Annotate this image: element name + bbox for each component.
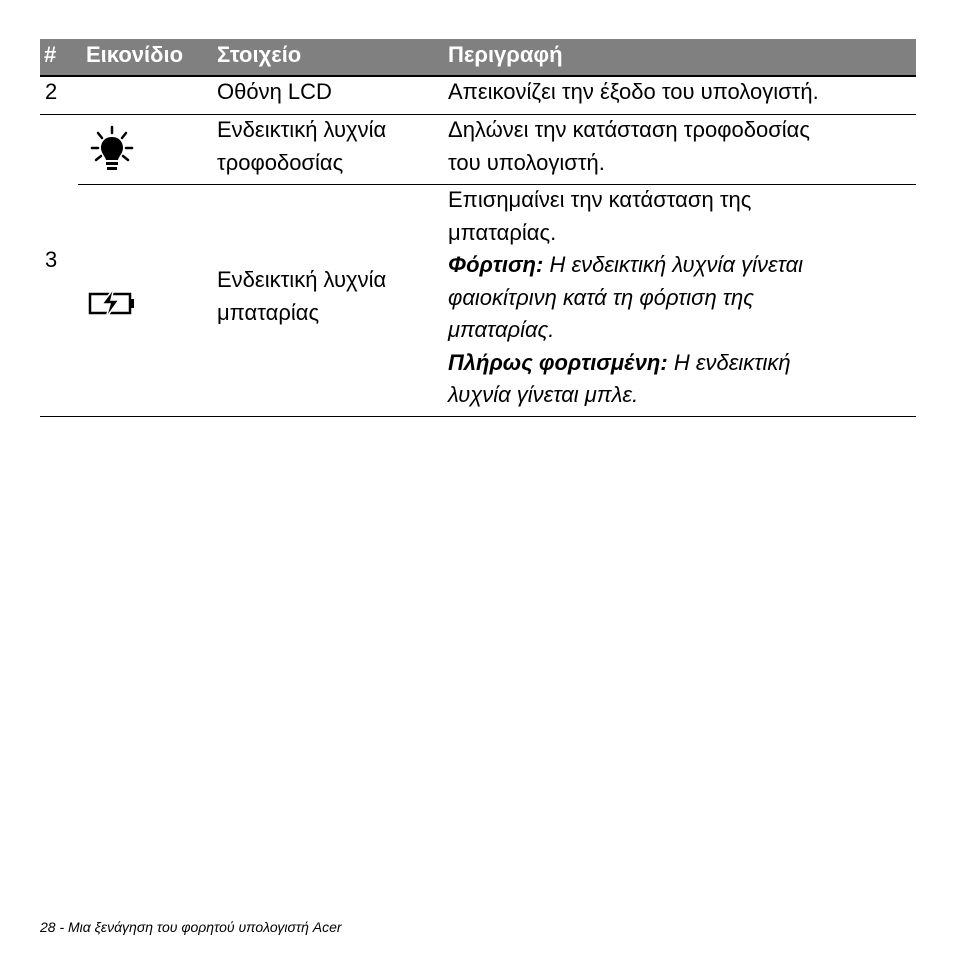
battery-charging-icon bbox=[87, 287, 137, 324]
power-light-bulb-icon bbox=[89, 125, 135, 180]
row-power-desc: Δηλώνει την κατάσταση τροφοδοσίας του υπολογιστή. bbox=[448, 117, 810, 175]
full-line-1: Πλήρως φορτισμένη: Η ενδεικτική bbox=[448, 349, 791, 375]
charging-line-1: Φόρτιση: Η ενδεικτική λυχνία γίνεται bbox=[448, 252, 804, 277]
page-footer: 28 - Μια ξενάγηση του φορητού υπολογιστή Acer bbox=[40, 919, 342, 935]
charging-label: Φόρτιση: bbox=[448, 252, 544, 277]
row-battery-desc: Επισημαίνει την κατάσταση της μπαταρίας. Φόρτιση: Η ενδεικτική λυχνία γίνεται φαιοκίτρινη κατά τη φόρτιση της μπαταρίας. Πλήρως φορτισμένη: Η ενδεικτική λυχνία γίνεται μπλε. bbox=[448, 187, 804, 407]
row-3-num: 3 bbox=[45, 247, 58, 272]
row-lcd-num: 2 bbox=[45, 79, 58, 104]
header-icon: Εικονίδιο bbox=[86, 42, 184, 67]
table-header bbox=[40, 39, 916, 77]
row-power-item: Ενδεικτική λυχνία τροφοδοσίας bbox=[217, 117, 387, 175]
header-num: # bbox=[44, 42, 57, 67]
header-item: Στοιχείο bbox=[217, 42, 302, 67]
full-label: Πλήρως φορτισμένη: bbox=[448, 349, 668, 375]
header-description: Περιγραφή bbox=[448, 42, 563, 67]
row-battery-item: Ενδεικτική λυχνία μπαταρίας bbox=[217, 267, 387, 325]
table-bottom-rule bbox=[40, 416, 916, 417]
row-lcd-item: Οθόνη LCD bbox=[217, 79, 332, 104]
row-lcd-desc: Απεικονίζει την έξοδο του υπολογιστή. bbox=[448, 79, 819, 104]
